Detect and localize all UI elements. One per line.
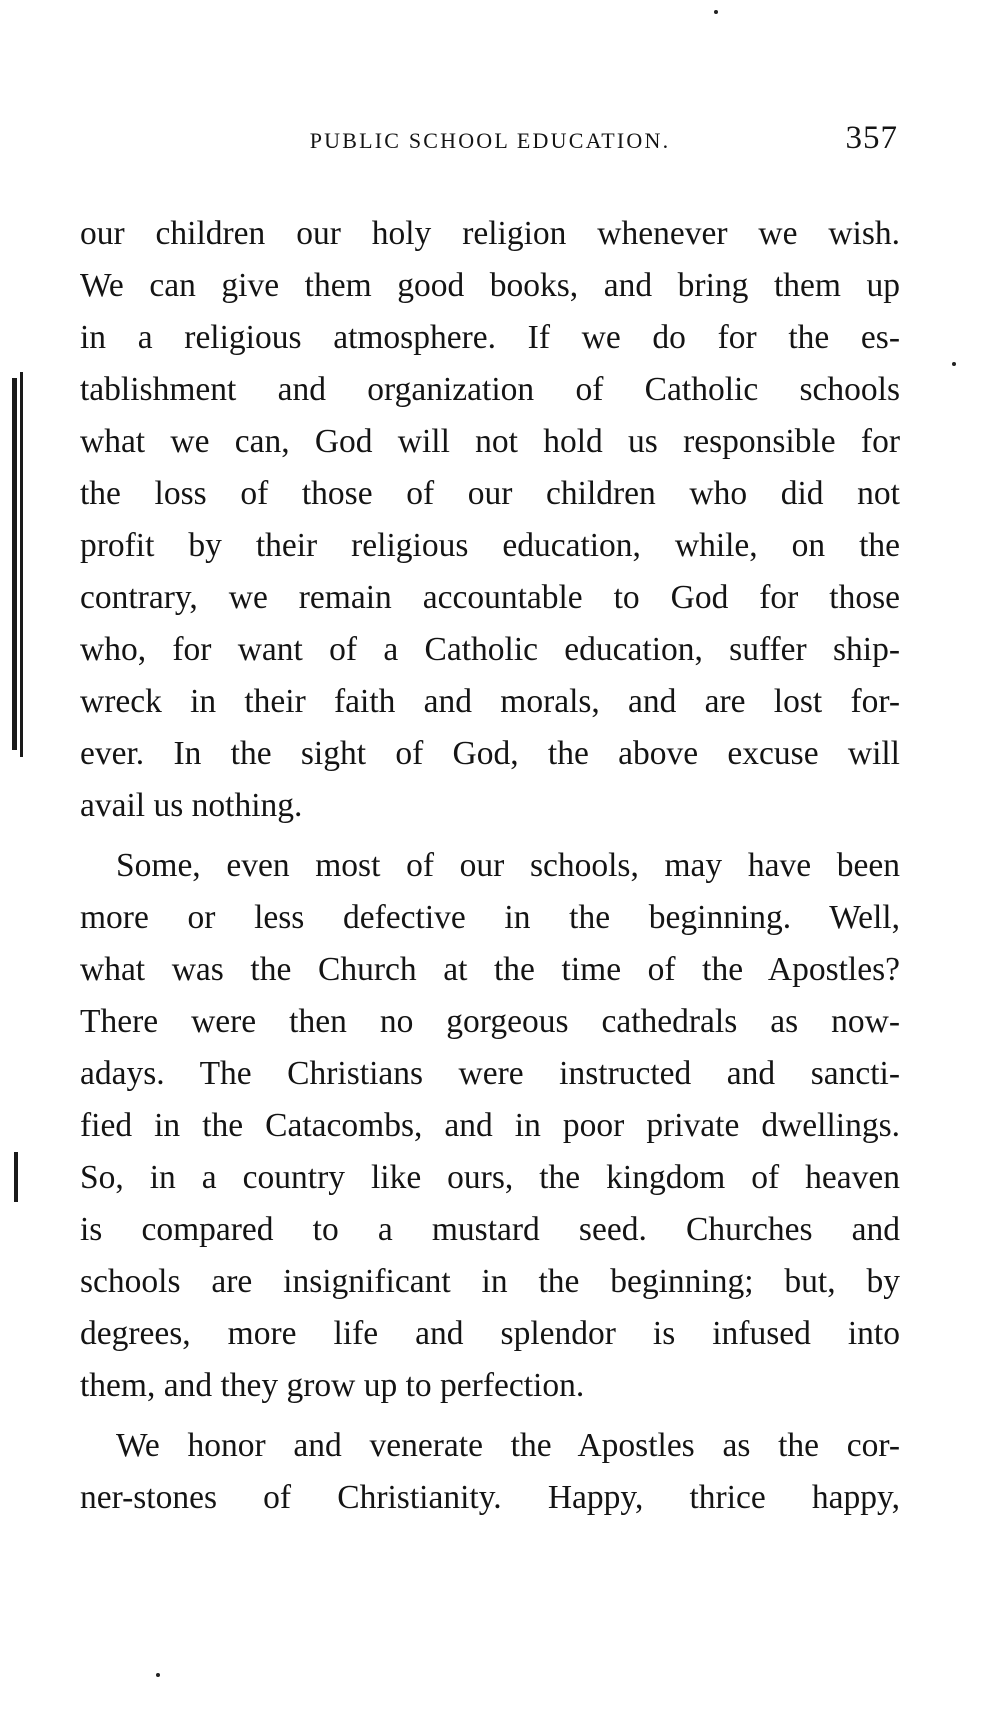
dust-speck: [156, 1673, 160, 1677]
text-line: profit by their religious education, while, on the: [80, 527, 900, 564]
binding-edge-mark: [14, 1152, 18, 1202]
paragraph: [80, 840, 900, 1412]
running-title: PUBLIC SCHOOL EDUCATION.: [309, 128, 671, 153]
text-line: degrees, more life and splendor is infused into: [80, 1315, 900, 1352]
text-line: Some, even most of our schools, may have been: [116, 847, 900, 884]
text-line: tablishment and organization of Catholic schools: [80, 371, 900, 408]
body-text: [80, 208, 900, 1524]
text-line: ever. In the sight of God, the above excuse will: [80, 735, 900, 772]
binding-edge-mark: [20, 372, 23, 757]
text-line: There were then no gorgeous cathedrals as now-: [80, 1003, 900, 1040]
text-line: adays. The Christians were instructed and sancti-: [80, 1055, 900, 1092]
text-line: our children our holy religion whenever we wish.: [80, 215, 900, 252]
text-line: schools are insignificant in the beginning; but, by: [80, 1263, 900, 1300]
text-line: wreck in their faith and morals, and are lost for-: [80, 683, 900, 720]
text-line: the loss of those of our children who did not: [80, 475, 900, 512]
text-line: what was the Church at the time of the Apostles?: [80, 951, 900, 988]
text-line: who, for want of a Catholic education, suffer ship-: [80, 631, 900, 668]
paragraph: [80, 1420, 900, 1524]
paragraph: [80, 208, 900, 832]
text-line: So, in a country like ours, the kingdom of heaven: [80, 1159, 900, 1196]
paragraph-gap: [80, 832, 900, 840]
text-line: ner-stones of Christianity. Happy, thrice happy,: [80, 1479, 900, 1516]
text-line: them, and they grow up to perfection.: [80, 1367, 585, 1404]
running-head: [80, 116, 900, 156]
text-line: We can give them good books, and bring them up: [80, 267, 900, 304]
text-line: is compared to a mustard seed. Churches and: [80, 1211, 900, 1248]
page-number: 357: [845, 120, 898, 156]
dust-speck: [714, 10, 718, 14]
text-line: fied in the Catacombs, and in poor private dwellings.: [80, 1107, 900, 1144]
dust-speck: [952, 362, 956, 366]
text-line: in a religious atmosphere. If we do for the es-: [80, 319, 900, 356]
text-line: what we can, God will not hold us responsible for: [80, 423, 900, 460]
binding-edge-mark: [12, 378, 17, 750]
text-line: We honor and venerate the Apostles as the cor-: [116, 1427, 900, 1464]
paragraph-gap: [80, 1412, 900, 1420]
text-line: avail us nothing.: [80, 787, 303, 824]
text-line: contrary, we remain accountable to God for those: [80, 579, 900, 616]
text-line: more or less defective in the beginning. Well,: [80, 899, 900, 936]
